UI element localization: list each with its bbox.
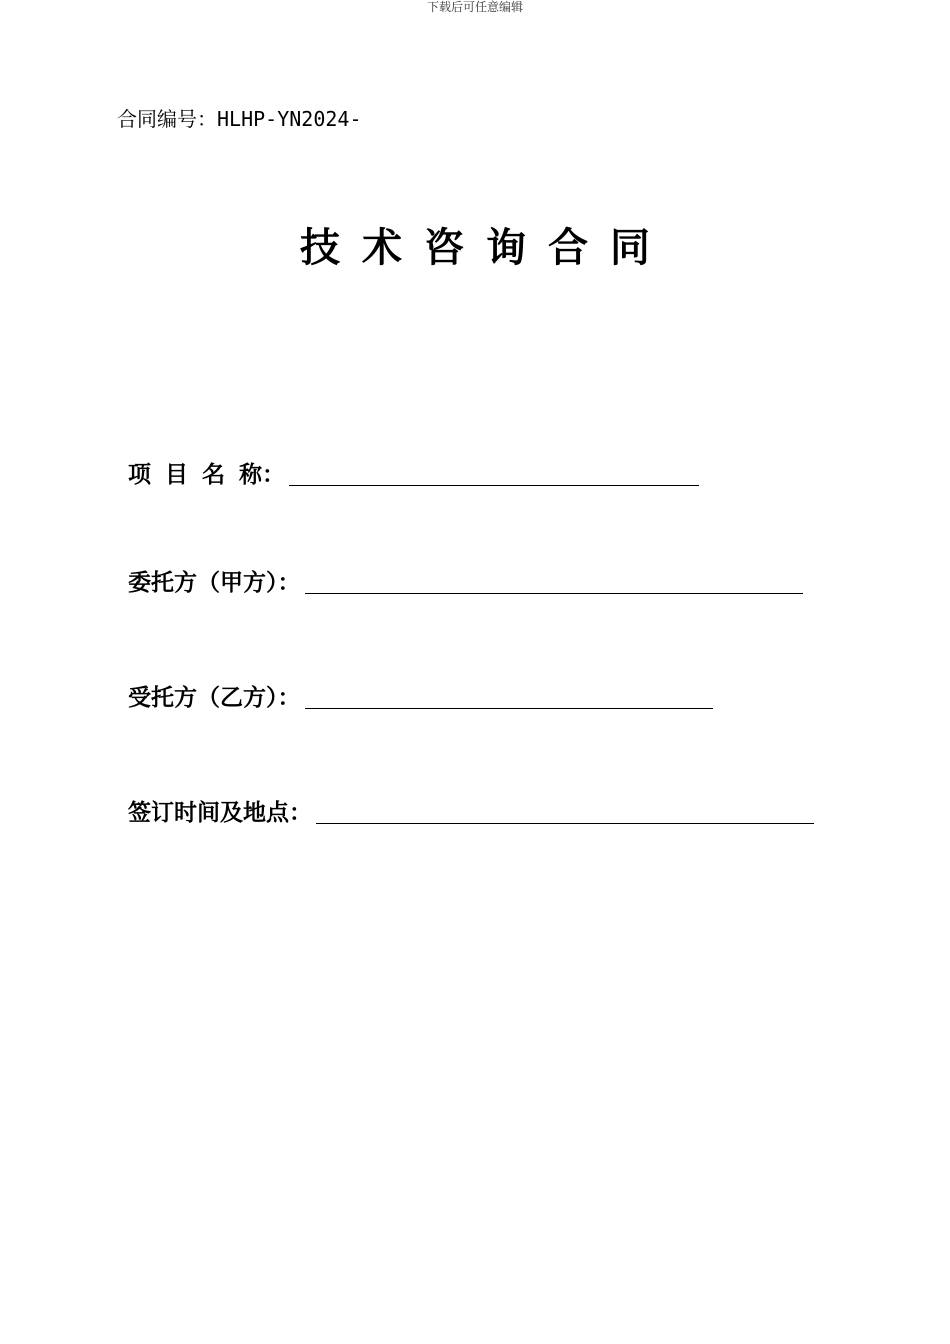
project-name-label-spaced: 项目名: [128, 462, 239, 488]
project-name-blank[interactable]: [289, 457, 699, 486]
consultant-label: 受托方（乙方）：: [128, 685, 301, 711]
signing-label: 签订时间及地点：: [128, 800, 312, 826]
contract-number: [117, 106, 362, 132]
signing-field: [128, 794, 814, 828]
client-blank[interactable]: [305, 565, 803, 594]
signing-blank[interactable]: [316, 795, 814, 824]
client-field: [128, 564, 803, 598]
contract-number-value: HLHP-YN2024-: [217, 107, 362, 131]
document-title: 技术咨询合同: [300, 225, 672, 271]
consultant-blank[interactable]: [305, 680, 713, 709]
header-note: 下载后可任意编辑: [426, 0, 523, 14]
contract-number-label: 合同编号：: [117, 107, 217, 131]
project-name-field: [128, 456, 699, 490]
project-name-label: [128, 460, 285, 490]
project-name-label-rest: 称：: [239, 462, 285, 488]
consultant-field: [128, 679, 713, 713]
client-label: 委托方（甲方）：: [128, 570, 301, 596]
